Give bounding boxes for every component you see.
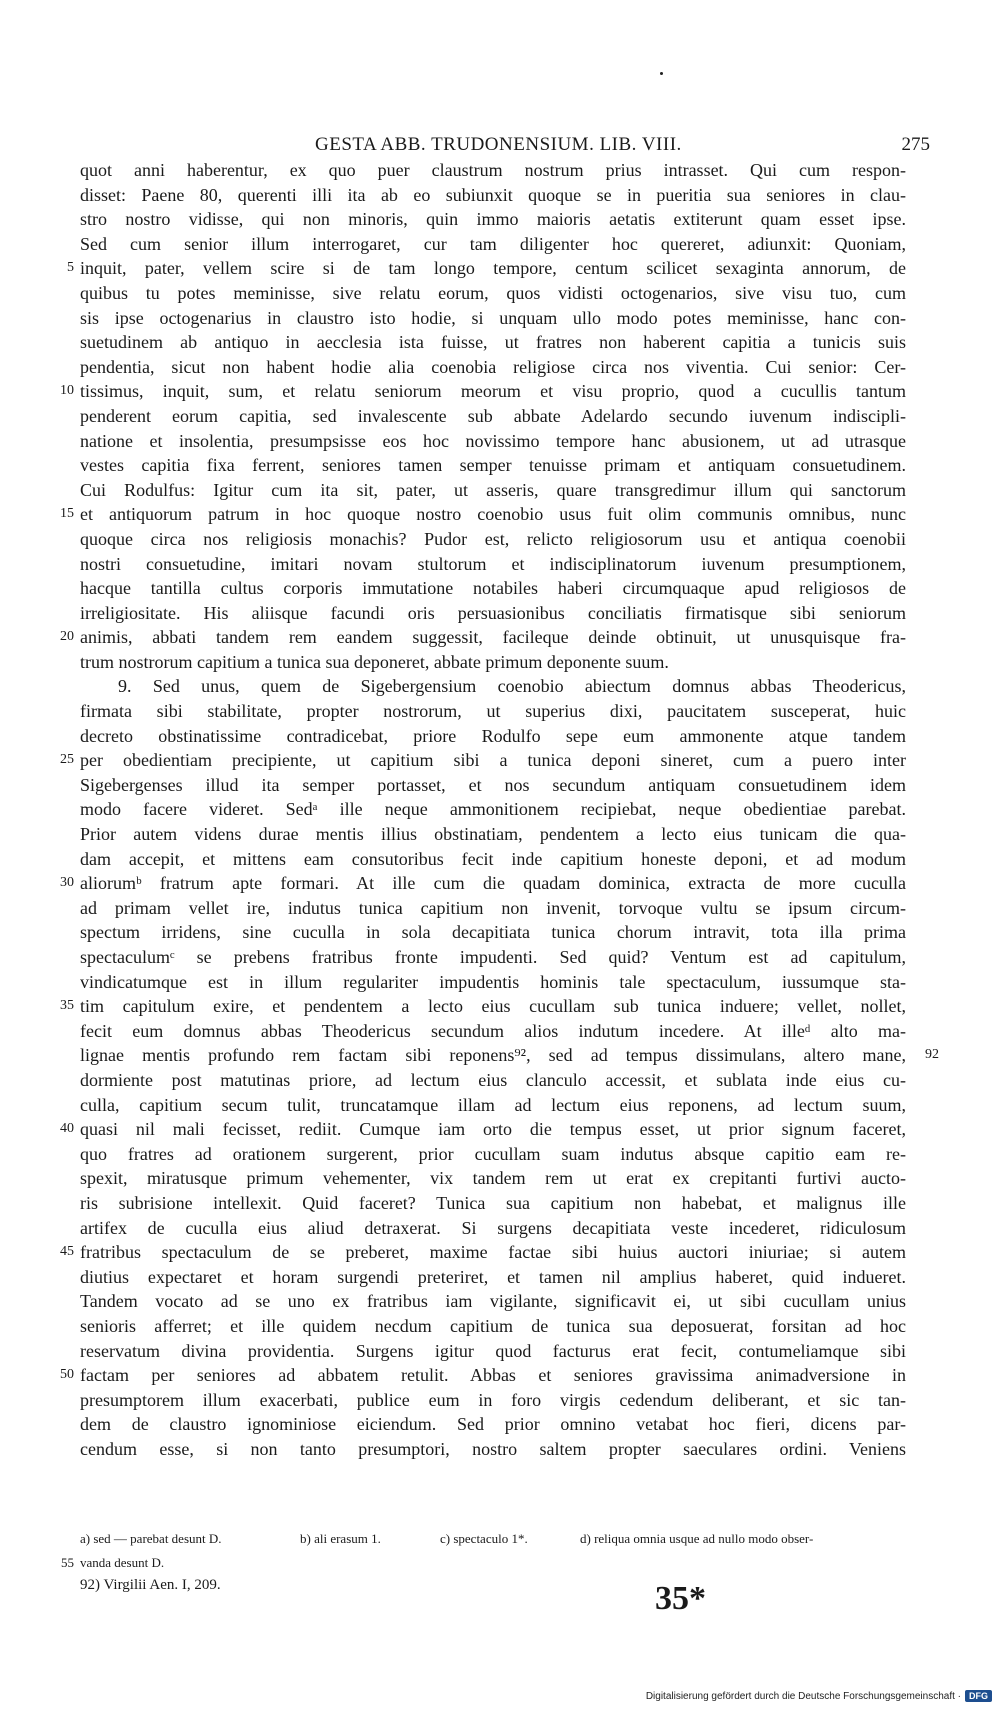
text-line [80,478,906,503]
line-number: 10 [60,383,74,399]
text-line [80,207,906,232]
line-text: spectaculumᶜ se prebens fratribus fronte impudenti. Sed quid? Ventum est ad capitulum, [80,947,906,967]
footnote-row [61,1551,906,1575]
text-line [60,502,906,527]
line-text: factam per seniores ad abbatem retulit. Abbas et seniores gravissima animadversione in [80,1365,906,1386]
line-text: ris subrisione intellexit. Quid faceret? Tunica sua capitium non habebat, et malignus ille [80,1192,906,1213]
line-text: lignae mentis profundo rem factam sibi reponens⁹², sed ad tempus dissimulans, altero mane, [80,1045,906,1066]
line-text: natione et insolentia, presumpsisse eos hoc novissimo tempore hanc abusionem, ut ad utrasque [80,430,906,451]
text-line [80,576,906,601]
line-text: ad primam vellet ire, indutus tunica capitium non invenit, torvoque vultu se ipsum circum- [80,897,906,918]
line-text: stro nostro vidisse, qui non minoris, quin immo maioris aetatis extiterunt quam esset ipse. [80,209,906,230]
footnote-b: b) ali erasum 1. [300,1531,381,1546]
text-line [60,748,906,773]
text-line [80,183,906,208]
margin-note-number: 92 [925,1047,939,1063]
line-number: 40 [60,1121,74,1137]
text-line [80,281,906,306]
line-text: aliorumᵇ fratrum apte formari. At ille cum die quadam dominica, extracta de more cuculla [80,873,906,894]
text-line [80,429,906,454]
line-text: vindicatumque est in illum regulariter impudentis hominis tale spectaculum, iussumque sta- [80,971,906,992]
footnote-row [80,1527,906,1551]
text-line [80,920,906,945]
text-line [80,970,906,995]
line-text: et antiquorum patrum in hoc quoque nostro coenobio usus fuit olim communis omnibus, nunc [80,504,906,525]
text-line [80,1388,906,1413]
line-text: quoque circa nos religiosis monachis? Pudor est, relicto religiosorum usu et antiqua coenobii [80,528,906,549]
text-line [80,896,906,921]
line-number: 5 [67,260,74,276]
text-line [80,330,906,355]
dfg-logo: DFG [965,1690,992,1702]
line-text: inquit, pater, vellem scire si de tam longo tempore, centum scilicet sexaginta annorum, de [80,258,906,279]
text-line [80,1142,906,1167]
text-line [80,650,906,675]
line-text: Sed cum senior illum interrogaret, cur tam diligenter hoc quereret, adiunxit: Quoniam, [80,233,906,254]
line-number: 50 [60,1367,74,1383]
line-text: Tandem vocato ad se uno ex fratribus iam vigilante, significavit ei, ut sibi cucullam unius [80,1291,906,1312]
line-text: dam accepit, et mittens eam consutoribus fecit inde capitium honeste deponi, et ad modum [80,848,906,869]
line-number: 30 [60,875,74,891]
text-line [80,601,906,626]
line-text: senioris afferret; et ille quidem necdum capitium de tunica sua deposuerat, forsitan ad hoc [80,1315,906,1336]
line-text: tissimus, inquit, sum, et relatu seniorum meorum et visu proprio, quod a cucullis tantum [80,381,906,402]
text-line [80,1093,906,1118]
text-line [80,847,906,872]
line-text: disset: Paene 80, querenti illi ita ab eo subiunxit quoque se in pueritia sua seniores in clau- [80,184,906,205]
line-text: Sigebergenses illud ita semper portasset, et nos secundum antiquam consuetudinem idem [80,774,906,795]
line-text: culla, capitium secum tulit, truncatamque illam ad lectum eius reponens, ad lectum suum, [80,1094,906,1115]
text-line [80,945,906,970]
line-number: 20 [60,629,74,645]
line-text: artifex de cuculla eius aliud detraxerat. Si surgens decapitiata veste incederet, ridiculosum [80,1217,906,1238]
line-text: suetudinem ab antiquo in aecclesia ista fuisse, ut fratres non haberent capitia a tunicis suis [80,332,906,353]
signature-mark: 35* [655,1580,706,1617]
line-number: 35 [60,998,74,1014]
text-line [60,1117,906,1142]
line-number: 45 [60,1244,74,1260]
line-text: sis ipse octogenarius in claustro isto hodie, si unquam ullo modo potes meminisse, hanc con- [80,307,906,328]
line-text: nostri consuetudine, imitari novam stultorum et indisciplinatorum iuvenum presumptionem, [80,553,906,574]
line-text: quot anni haberentur, ex quo puer claustrum nostrum prius intrasset. Qui cum respon- [80,160,906,180]
line-text: dormiente post matutinas priore, ad lectum eius clanculo accessit, et sublata inde eius cu- [80,1069,906,1090]
text-line [80,674,906,699]
line-text: animis, abbati tandem rem eandem suggessit, facileque deinde obtinuit, ut unusquisque fra- [80,627,906,648]
banner-text: Digitalisierung gefördert durch die Deutsche Forschungsgemeinschaft · [645,1690,961,1702]
line-text: vestes capitia fixa ferrent, seniores tamen semper tenuisse primam et antiquam consuetudinem. [80,455,906,476]
text-line [80,404,906,429]
line-text: quo fratres ad orationem surgerent, prior cucullam suam indutus absque capitio eam re- [80,1143,906,1164]
line-text: per obedientiam precipiente, ut capitium sibi a tunica deponi sineret, cum a puero inter [80,750,906,771]
text-line [80,724,906,749]
text-line [80,1043,939,1068]
footnote-c: c) spectaculo 1*. [440,1531,528,1546]
text-line [80,1339,906,1364]
footnote-d: d) reliqua omnia usque ad nullo modo obser- [580,1531,814,1546]
line-text: modo facere videret. Sedᵃ ille neque ammonitionem recipiebat, neque obedientiae parebat. [80,799,906,820]
text-line [80,355,906,380]
footnote-a: a) sed — parebat desunt D. [80,1531,222,1546]
line-text: spexit, miratusque primum vehementer, vix tandem rem ut erat ex crepitanti furtivi aucto- [80,1168,906,1189]
footnote-continuation: vanda desunt D. [80,1555,165,1570]
text-line [80,453,906,478]
ink-dot [660,72,663,75]
text-line [67,256,906,281]
line-text: dem de claustro ignominiose eiciendum. Sed prior omnino vetabat hoc fieri, dicens par- [80,1414,906,1435]
text-line [60,625,906,650]
line-number: 55 [61,1555,74,1570]
text-line [80,527,906,552]
text-line [60,1363,906,1388]
text-line [80,1437,906,1462]
line-text: quibus tu potes meminisse, sive relatu eorum, quos vidisti octogenarios, sive visu tuo, cum [80,282,906,303]
text-line [80,306,906,331]
text-line [60,871,906,896]
text-line [80,1289,906,1314]
text-line [80,1166,906,1191]
footnotes [61,1527,906,1575]
text-line [80,1265,906,1290]
digitization-banner [646,1690,992,1702]
line-text: cendum esse, si non tanto presumptori, nostro saltem propter saeculares ordini. Veniens [80,1438,906,1459]
text-line [80,1019,906,1044]
line-number: 15 [60,506,74,522]
text-line [80,158,906,183]
page-number: 275 [901,134,930,155]
line-text: reservatum divina providentia. Surgens igitur quod facturus erat fecit, contumeliamque sibi [80,1340,906,1361]
line-text: pendentia, sicut non habent hodie alia coenobia religiose circa nos viventia. Cui senior: Cer- [80,356,906,377]
line-text: decreto obstinatissime contradicebat, priore Rodulfo sepe eum ammonente atque tandem [80,725,906,746]
text-line [80,1412,906,1437]
text-line [80,1068,906,1093]
text-line [60,1240,906,1265]
text-line [80,232,906,257]
line-number: 25 [60,752,74,768]
line-text: fratribus spectaculum de se preberet, maxime factae sibi huius auctori iniuriae; si autem [80,1242,906,1263]
text-line [80,773,906,798]
line-text: firmata sibi stabilitate, propter nostrorum, ut superius dixi, paucitatem susceperat, huic [80,701,906,722]
text-line [60,379,906,404]
text-line [80,822,906,847]
line-text: fecit eum domnus abbas Theodericus secundum alios indutum incedere. At illeᵈ alto ma- [80,1020,906,1041]
line-text: diutius expectaret et horam surgendi preteriret, et tamen nil amplius haberet, quid indueret. [80,1266,906,1287]
line-text: hacque tantilla cultus corporis immutatione notabiles haberi circumquaque apud religiosos de [80,578,906,599]
text-line [80,1216,906,1241]
line-text: spectum irridens, sine cuculla in sola decapitiata tunica chorum intravit, tota illa prima [80,922,906,943]
line-text: tim capitulum exire, et pendentem a lecto eius cucullam sub tunica induere; vellet, nollet, [80,996,906,1017]
line-text: trum nostrorum capitium a tunica sua deponeret, abbate primum deponente suum. [80,651,669,672]
line-text: presumptorem illum exacerbati, publice eum in foro virgis cedendum deliberant, et sic tan- [80,1389,906,1410]
line-text: irreligiositate. His aliisque facundi oris persuasionibus conciliatis firmatisque sibi seniorum [80,602,906,623]
text-line [80,1191,906,1216]
text-line [60,994,906,1019]
text-line [80,552,906,577]
main-text-block [60,158,939,1461]
text-line [80,797,906,822]
line-text: 9. Sed unus, quem de Sigebergensium coenobio abiectum domnus abbas Theodericus, [118,676,906,697]
footnote-92: 92) Virgilii Aen. I, 209. [80,1577,221,1593]
line-text: Cui Rodulfus: Igitur cum ita sit, pater, ut asseris, quare transgredimur illum qui sanctorum [80,479,906,500]
text-line [80,1314,906,1339]
line-text: Prior autem videns durae mentis illius obstinatiam, pendentem a lecto eius tunicam die qua- [80,824,906,845]
line-text: quasi nil mali fecisset, rediit. Cumque iam orto die tempus esset, ut prior signum faceret, [80,1119,906,1140]
line-text: penderent eorum capitia, sed invalescente sub abbate Adelardo secundo iuvenum indiscipli- [80,405,906,426]
running-head: GESTA ABB. TRUDONENSIUM. LIB. VIII. [315,134,682,155]
text-line [80,699,906,724]
